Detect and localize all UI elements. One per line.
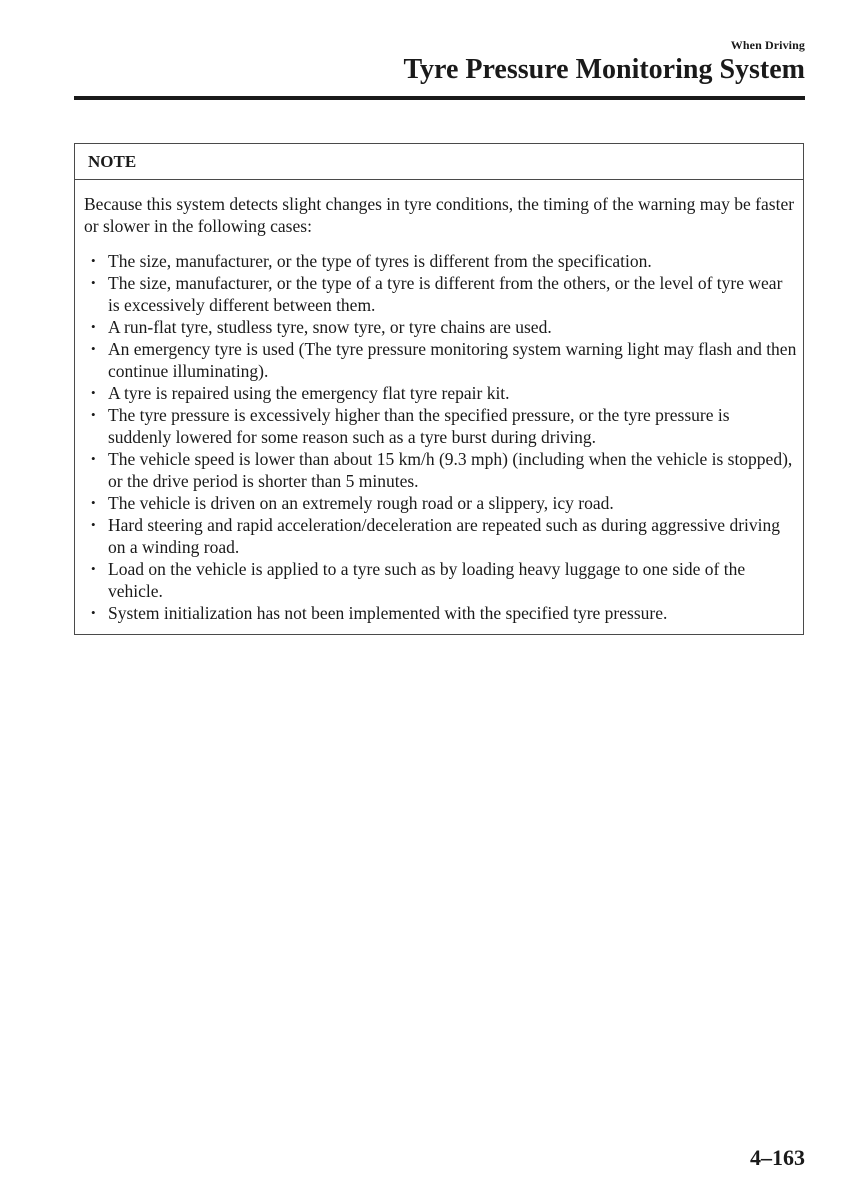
list-item-text: The size, manufacturer, or the type of tyres is different from the specification. (108, 251, 652, 271)
bullet-marker: • (91, 407, 96, 422)
note-box (74, 143, 804, 635)
bullet-marker: • (91, 605, 96, 620)
bullet-marker: • (91, 253, 96, 268)
bullet-marker: • (91, 495, 96, 510)
bullet-marker: • (91, 451, 96, 466)
list-item-text: The tyre pressure is excessively higher than the specified pressure, or the tyre pressure is suddenly lowered for some reason such as a tyre burst during driving. (108, 405, 730, 447)
list-item-text: Hard steering and rapid acceleration/deceleration are repeated such as during aggressive driving on a winding road. (108, 515, 780, 557)
list-item-text: The vehicle speed is lower than about 15 km/h (9.3 mph) (including when the vehicle is stopped), or the drive period is shorter than 5 minutes. (108, 449, 793, 491)
list-item (84, 558, 797, 602)
list-item-text: An emergency tyre is used (The tyre pressure monitoring system warning light may flash and then continue illuminating). (108, 339, 797, 381)
list-item-text: System initialization has not been implemented with the specified tyre pressure. (108, 603, 668, 623)
list-item (84, 338, 797, 382)
list-item-text: The size, manufacturer, or the type of a tyre is different from the others, or the level of tyre wear is excessively different between them. (108, 273, 783, 315)
header-rule (74, 96, 805, 100)
list-item (84, 404, 797, 448)
list-item (84, 448, 797, 492)
bullet-marker: • (91, 517, 96, 532)
list-item (84, 382, 797, 404)
bullet-marker: • (91, 561, 96, 576)
bullet-marker: • (91, 275, 96, 290)
page-number: 4–163 (750, 1145, 805, 1170)
list-item-text: The vehicle is driven on an extremely rough road or a slippery, icy road. (108, 493, 614, 513)
list-item (84, 492, 797, 514)
note-heading: NOTE (75, 144, 803, 180)
list-item (84, 250, 797, 272)
note-body (75, 180, 803, 634)
list-item (84, 272, 797, 316)
list-item (84, 316, 797, 338)
list-item (84, 514, 797, 558)
bullet-marker: • (91, 341, 96, 356)
list-item (84, 602, 797, 624)
page-title: Tyre Pressure Monitoring System (403, 54, 805, 85)
list-item-text: A tyre is repaired using the emergency flat tyre repair kit. (108, 383, 510, 403)
bullet-marker: • (91, 319, 96, 334)
list-item-text: A run-flat tyre, studless tyre, snow tyre, or tyre chains are used. (108, 317, 552, 337)
list-item-text: Load on the vehicle is applied to a tyre such as by loading heavy luggage to one side of the vehicle. (108, 559, 746, 601)
note-bullet-list (84, 250, 797, 624)
note-intro: Because this system detects slight changes in tyre conditions, the timing of the warning may be faster or slower in the following cases: (84, 194, 795, 236)
bullet-marker: • (91, 385, 96, 400)
section-label: When Driving (730, 38, 805, 52)
